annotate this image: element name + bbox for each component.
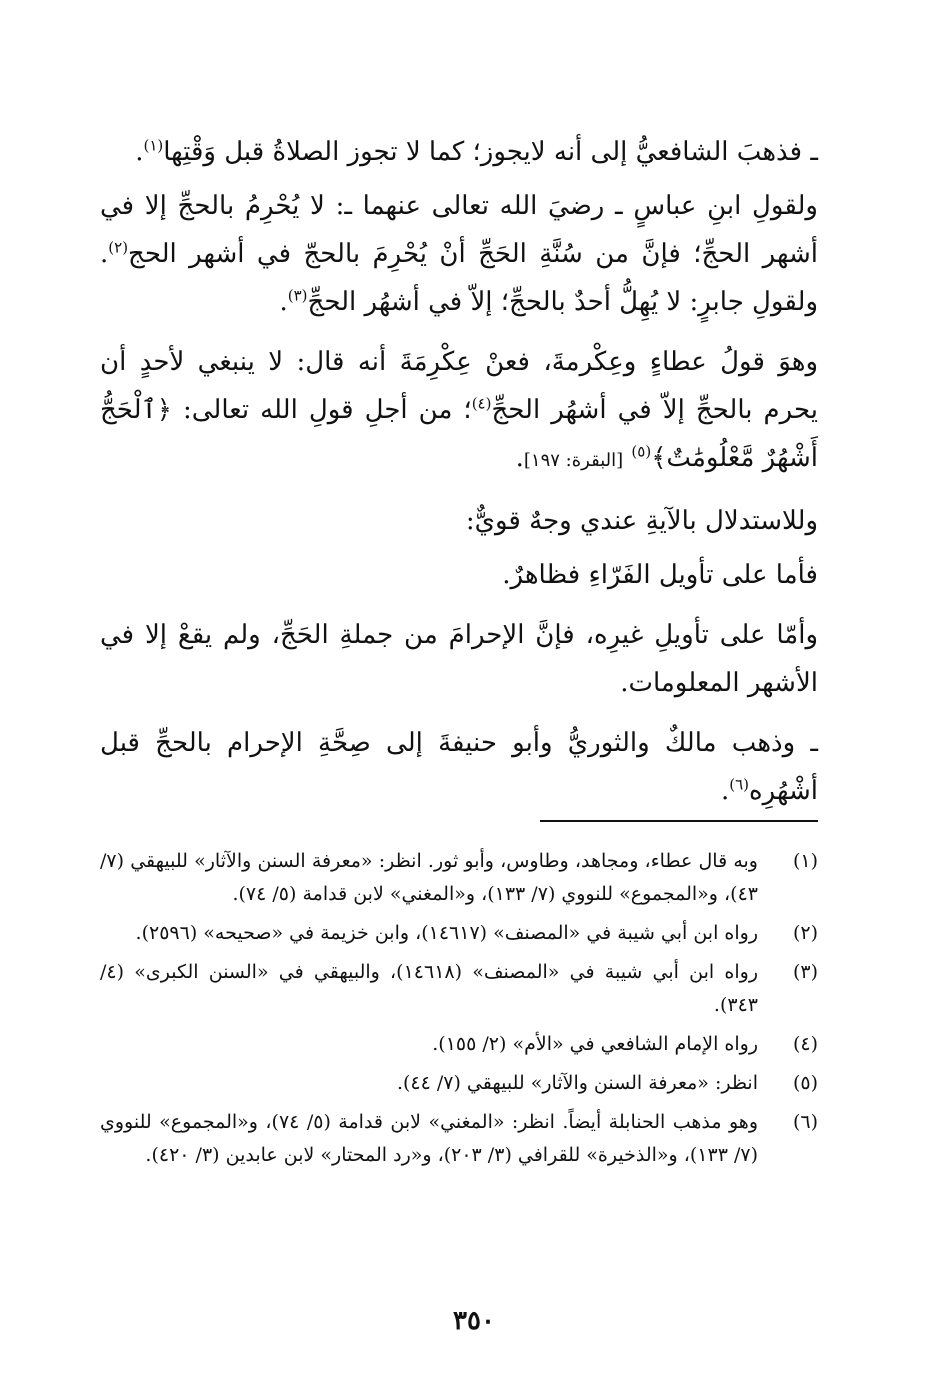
footnote-4 [100,1028,818,1061]
paragraph-1-end: . [135,137,144,167]
footnote-6 [100,1106,818,1172]
paragraph-7 [100,719,818,815]
paragraph-3 [100,338,818,485]
paragraph-7-end: . [720,776,730,806]
main-text [100,128,818,827]
paragraph-3-end: . [515,443,524,473]
footnotes [100,845,818,1178]
paragraph-3-text-b: ؛ من أجلِ قولِ الله تعالى: ﴿ٱلْحَجُّ أَشْهُرٌ مَّعْلُومَٰتٌ﴾ [100,395,818,473]
footnote-5 [100,1067,818,1100]
paragraph-5: فأما على تأويل الفَرّاءِ فظاهرٌ. [502,560,818,590]
paragraph-2-text-b: . ولقولِ جابرٍ: لا يُهِلُّ أحدٌ بالحجِّ؛ إلاّ في أشهُر الحجِّ [100,239,818,317]
paragraph-7-text: ـ وذهب مالكٌ والثوريُّ وأبو حنيفةَ إلى صِحَّةِ الإحرام بالحجِّ قبل أشْهُرِه [100,728,818,806]
paragraph-1-text: ـ فذهبَ الشافعيُّ إلى أنه لايجوز؛ كما لا تجوز الصلاةُ قبل وَقْتِها [163,137,818,167]
footnote-number: (٢) [792,922,818,944]
footnote-text: وهو مذهب الحنابلة أيضاً. انظر: «المغني» لابن قدامة (٥/ ٧٤)، و«المجموع» للنووي (٧/ ١٣٣)، و«الذخيرة» للقرافي (٣/ ٢٠٣)، و«رد المحتار» لابن عابدين (٣/ ٤٢٠). [100,1111,758,1166]
footnote-text: رواه الإمام الشافعي في «الأم» (٢/ ١٥٥). [432,1033,758,1055]
footnote-ref-6: (٦) [729,775,750,794]
paragraph-3-text-a: وهوَ قولُ عطاءٍ وعِكْرمةَ، فعنْ عِكْرِمَةَ أنه قال: لا ينبغي لأحدٍ أن يحرم بالحجِّ إلاّ في أشهُر الحجِّ [100,347,818,425]
footnote-text: رواه ابن أبي شيبة في «المصنف» (١٤٦١٨)، والبيهقي في «السنن الكبرى» (٤/ ٣٤٣). [100,961,758,1016]
footnote-text: انظر: «معرفة السنن والآثار» للبيهقي (٧/ ٤٤). [396,1072,758,1094]
footnote-number: (٤) [792,1033,818,1055]
footnote-ref-2: (٢) [108,238,129,257]
page-number: ٣٥٠ [453,1306,495,1336]
footnote-number: (٥) [792,1072,818,1094]
paragraph-2 [100,182,818,326]
footnote-ref-3: (٣) [287,286,308,305]
footnote-number: (١) [792,850,818,872]
footnote-number: (٣) [792,961,818,983]
footnote-ref-5: (٥) [631,442,652,461]
footnote-text: رواه ابن أبي شيبة في «المصنف» (١٤٦١٧)، وابن خزيمة في «صحيحه» (٢٥٩٦). [135,922,758,944]
footnote-ref-4: (٤) [471,394,492,413]
paragraph-2-end: . [279,287,288,317]
paragraph-4: وللاستدلال بالآيةِ عندي وجهٌ قويٌّ: [465,506,818,536]
footnote-1 [100,845,818,911]
footnote-2 [100,917,818,950]
footnote-separator [540,820,818,822]
footnote-3 [100,956,818,1022]
paragraph-2-text-a: ولقولِ ابنِ عباسٍ ـ رضيَ الله تعالى عنهما ـ: لا يُحْرِمُ بالحجِّ إلا في أشهر الحجِّ؛ فإنَّ من سُنَّةِ الحَجِّ أنْ يُحْرِمَ بالحجّ في أشهر الحج [100,191,818,269]
footnote-text: وبه قال عطاء، ومجاهد، وطاوس، وأبو ثور. انظر: «معرفة السنن والآثار» للبيهقي (٧/ ٤٣)، و«المجموع» للنووي (٧/ ١٣٣)، و«المغني» لابن قدامة (٥/ ٧٤). [100,850,758,905]
footnote-number: (٦) [792,1111,818,1133]
footnote-ref-1: (١) [143,136,164,155]
quran-citation: [البقرة: ١٩٧] [523,450,624,471]
paragraph-1 [100,128,818,176]
paragraph-6: وأمّا على تأويلِ غيرِه، فإنَّ الإحرامَ من جملةِ الحَجِّ، ولم يقعْ إلا في الأشهر المعلومات. [100,620,818,698]
